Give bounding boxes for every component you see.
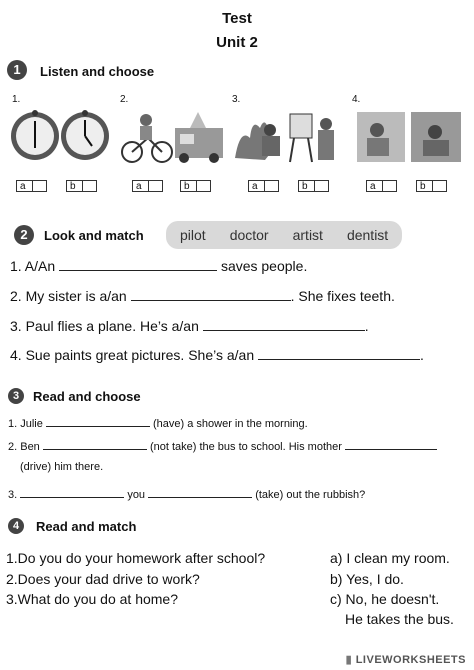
checkbox-b[interactable] (197, 180, 211, 192)
checkbox-a[interactable] (149, 180, 163, 192)
checkbox-a[interactable] (33, 180, 47, 192)
checkbox-a[interactable] (383, 180, 397, 192)
answer-blank[interactable] (131, 288, 291, 301)
match-line-1: 1. A/An saves people. (10, 258, 308, 274)
painter-icon (318, 118, 334, 160)
item-4-choices (366, 180, 397, 194)
answer-blank[interactable] (46, 414, 150, 427)
item-4-choices-b (416, 180, 447, 194)
answer-blank[interactable] (20, 485, 124, 498)
easel-icon (290, 114, 312, 162)
choice-a: a (132, 180, 149, 192)
choice-b: b (298, 180, 315, 192)
cyclist-firetruck-picture (120, 108, 225, 164)
indoor-scenes-picture (355, 108, 465, 164)
answer-blank[interactable] (203, 318, 365, 331)
fire-truck-icon (175, 112, 223, 163)
section-2-number: 2 (14, 225, 34, 245)
section-3-title: Read and choose (33, 389, 141, 404)
person-icon (370, 123, 384, 137)
match-line-3: 3. Paul flies a plane. He’s a/an . (10, 318, 369, 334)
word-bank-item: pilot (180, 227, 206, 243)
item-3-number: 3. (232, 94, 241, 105)
section-1-number: 1 (7, 60, 27, 80)
section-4-title: Read and match (36, 519, 137, 534)
item-3-choices (248, 180, 279, 194)
firefighter-icon (262, 124, 280, 156)
answer-b: b) Yes, I do. (330, 571, 404, 587)
firefighter-artist-picture (230, 108, 340, 164)
person-icon (428, 125, 442, 139)
section-3-number: 3 (8, 388, 24, 404)
question-2: 2.Does your dad drive to work? (6, 571, 200, 587)
choice-a: a (248, 180, 265, 192)
item-2-number: 2. (120, 94, 129, 105)
match-line-4: 4. Sue paints great pictures. She’s a/an . (10, 347, 424, 363)
word-bank (166, 221, 402, 249)
footer-brand: ▮ LIVEWORKSHEETS (345, 654, 466, 666)
clocks-picture (10, 108, 110, 164)
item-2-choices (132, 180, 163, 194)
choice-a: a (366, 180, 383, 192)
choose-line-1: 1. Julie (have) a shower in the morning. (8, 414, 308, 430)
checkbox-b[interactable] (83, 180, 97, 192)
choose-line-2: 2. Ben (not take) the bus to school. His mother (8, 437, 437, 453)
brand-logo-icon: ▮ (345, 654, 353, 666)
answer-c: c) No, he doesn't. (330, 591, 440, 607)
answer-blank[interactable] (59, 258, 217, 271)
question-1: 1.Do you do your homework after school? (6, 550, 266, 566)
answer-blank[interactable] (345, 437, 437, 450)
section-1-title: Listen and choose (40, 64, 155, 79)
section-4-number: 4 (8, 518, 24, 534)
item-1-choices-b (66, 180, 97, 194)
word-bank-item: dentist (346, 227, 389, 243)
checkbox-b[interactable] (315, 180, 329, 192)
word-bank-item: artist (292, 227, 323, 243)
answer-a: a) I clean my room. (330, 550, 450, 566)
page-subtitle: Unit 2 (216, 34, 258, 51)
item-1-choices (16, 180, 47, 194)
item-1-number: 1. (12, 94, 21, 105)
answer-blank[interactable] (43, 437, 147, 450)
choose-line-3: 3. you (take) out the rubbish? (8, 485, 365, 501)
choice-b: b (180, 180, 197, 192)
choice-a: a (16, 180, 33, 192)
word-bank-item: doctor (229, 227, 269, 243)
clock-icon (61, 110, 109, 160)
item-4-number: 4. (352, 94, 361, 105)
bicycle-icon (122, 114, 172, 162)
clock-icon (11, 110, 59, 160)
checkbox-a[interactable] (265, 180, 279, 192)
question-3: 3.What do you do at home? (6, 591, 178, 607)
match-line-2: 2. My sister is a/an . She fixes teeth. (10, 288, 395, 304)
choice-b: b (66, 180, 83, 192)
choose-line-2-cont: (drive) him there. (20, 461, 104, 473)
item-3-choices-b (298, 180, 329, 194)
choice-b: b (416, 180, 433, 192)
answer-blank[interactable] (148, 485, 252, 498)
item-2-choices-b (180, 180, 211, 194)
answer-blank[interactable] (258, 347, 420, 360)
answer-c-cont: He takes the bus. (345, 611, 454, 627)
section-2-title: Look and match (44, 228, 144, 243)
checkbox-b[interactable] (433, 180, 447, 192)
page-title: Test (222, 10, 252, 27)
